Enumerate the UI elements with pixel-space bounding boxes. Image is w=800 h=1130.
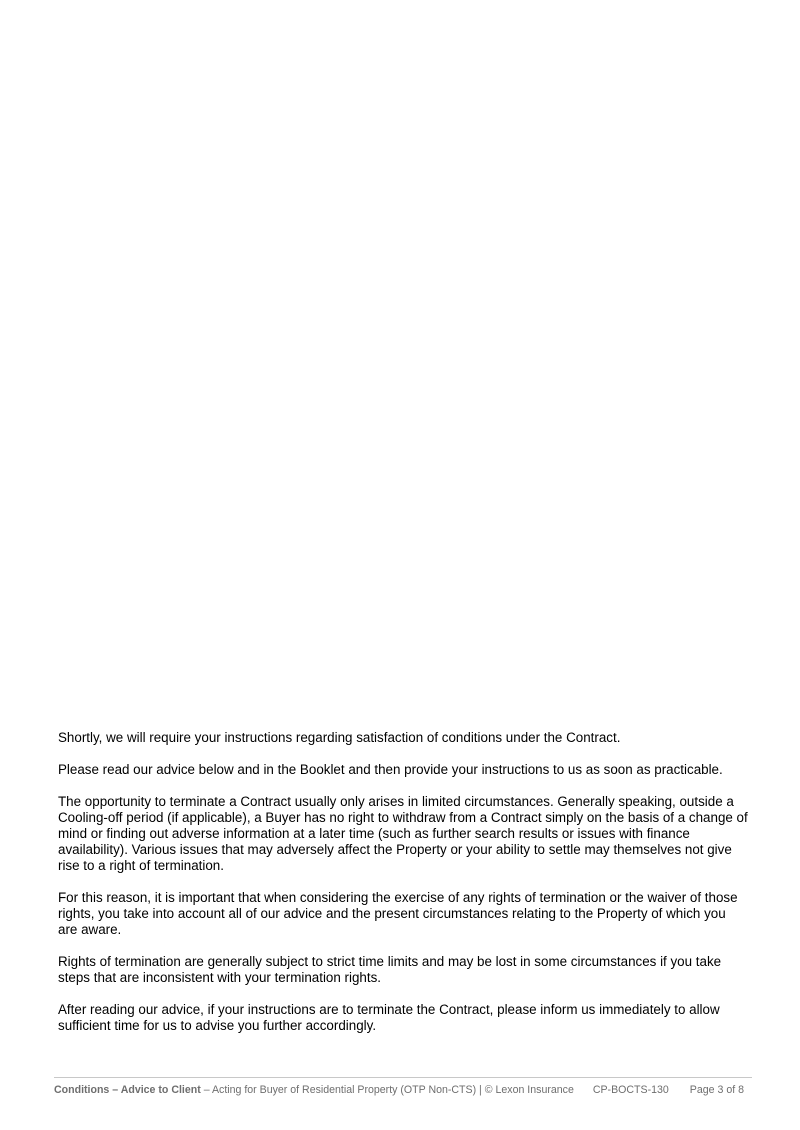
footer-title-bold: Conditions – Advice to Client [54, 1084, 201, 1096]
footer-page-number: Page 3 of 8 [689, 1084, 744, 1096]
page-footer [54, 1077, 752, 1096]
paragraph-time-limits: Rights of termination are generally subject to strict time limits and may be lost in some circumstances if you take steps that are inconsistent with your termination rights. [58, 954, 722, 985]
footer-title-rest: – Acting for Buyer of Residential Property (OTP Non-CTS) | © Lexon Insurance [200, 1084, 574, 1096]
paragraph-consider-advice: For this reason, it is important that when considering the exercise of any rights of termination or the waiver of those rights, you take into account all of our advice and the present circumstances relating to the Property of which you are aware. [58, 890, 738, 937]
paragraph-termination-opportunity: The opportunity to terminate a Contract usually only arises in limited circumstances. Generally speaking, outside a Cooling-off period (if applicable), a Buyer has no right to withdraw from a Contract simply on the basis of a change of mind or finding out adverse information at a later time (such as further search results or issues with finance availability). Various issues that may adversely affect the Property or your ability to settle may themselves not give rise to a right of termination. [58, 794, 748, 873]
paragraph-instructions-required: Shortly, we will require your instructions regarding satisfaction of conditions under the Contract. [58, 730, 621, 745]
body-content [58, 730, 748, 1050]
paragraph-inform-us: After reading our advice, if your instructions are to terminate the Contract, please inform us immediately to allow sufficient time for us to advise you further accordingly. [58, 1002, 720, 1033]
footer-document-code: CP-BOCTS-130 [592, 1084, 669, 1096]
paragraph-read-advice: Please read our advice below and in the Booklet and then provide your instructions to us as soon as practicable. [58, 762, 723, 777]
footer-document-title [54, 1084, 574, 1096]
